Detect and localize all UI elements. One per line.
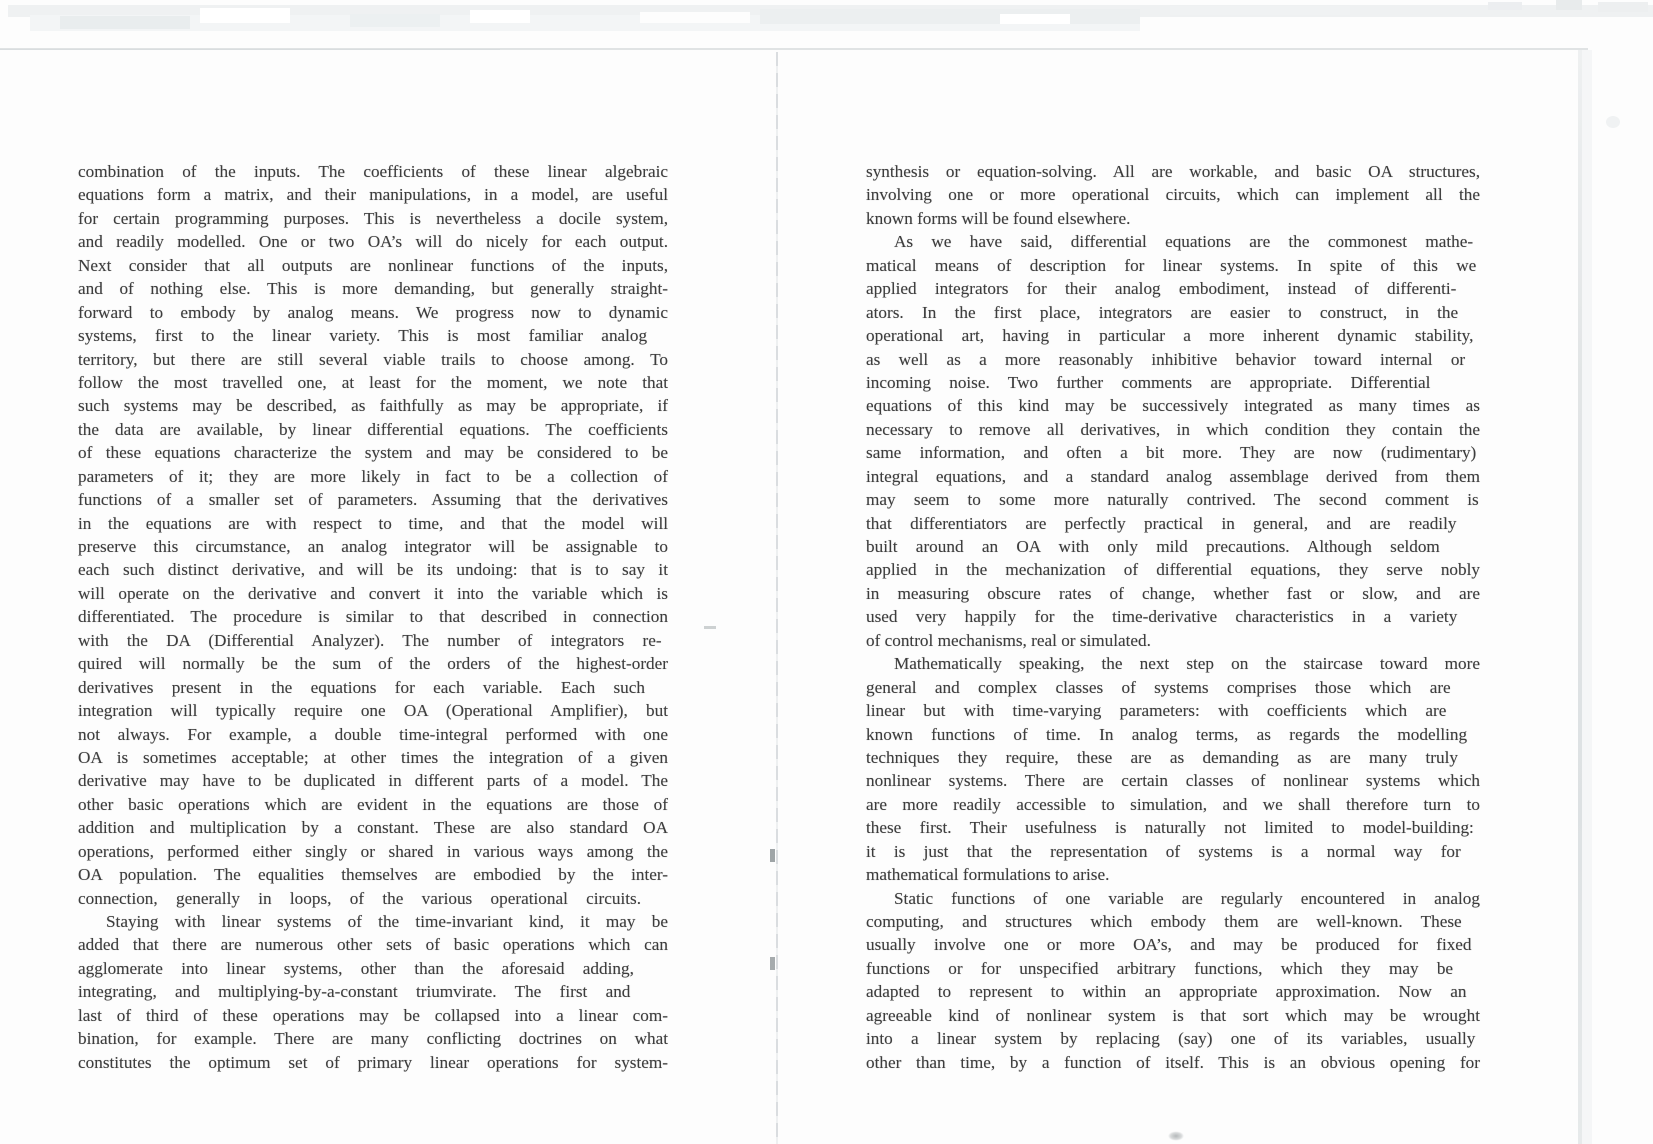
text-line: Mathematically speaking, the next step on the staircase toward more <box>894 654 1480 674</box>
text-line: these first. Their usefulness is naturally not limited to model-building: <box>866 818 1474 838</box>
text-line: quired will normally be the sum of the orders of the highest-order <box>78 654 668 674</box>
text-line: parameters of it; they are more likely in fact to be a collection of <box>78 466 668 486</box>
text-line: constitutes the optimum set of primary linear operations for system- <box>78 1052 668 1072</box>
text-line: known forms will be found elsewhere. <box>866 208 1131 228</box>
scan-artifact-gap <box>470 10 530 23</box>
text-line: not always. For example, a double time-integral performed with one <box>78 724 668 744</box>
gutter-fold-line <box>776 52 778 1144</box>
text-line: it is just that the representation of systems is a normal way for <box>866 841 1461 861</box>
text-line: Static functions of one variable are regularly encountered in analog <box>894 888 1480 908</box>
text-line: derivatives present in the equations for each variable. Each such <box>78 677 645 697</box>
text-line: may seem to some more naturally contrived. The second comment is <box>866 490 1479 510</box>
text-line: connection, generally in loops, of the various operational circuits. <box>78 888 642 908</box>
text-line: same information, and often a bit more. They are now (rudimentary) <box>866 443 1477 463</box>
gutter-tick <box>770 849 775 862</box>
text-line: usually involve one or more OA’s, and may be produced for fixed <box>866 935 1472 955</box>
text-line: applied integrators for their analog embodiment, instead of differenti- <box>866 279 1457 299</box>
scan-artifact-gap <box>1000 14 1070 24</box>
text-line: of control mechanisms, real or simulated. <box>866 630 1151 650</box>
margin-dash-mark <box>704 626 716 629</box>
text-line: differentiated. The procedure is similar to that described in connection <box>78 607 668 627</box>
scan-artifact-patch <box>350 14 440 27</box>
text-line: OA is sometimes acceptable; at other times the integration of a given <box>78 747 668 767</box>
text-line: incoming noise. Two further comments are appropriate. Differential <box>866 372 1431 392</box>
text-line: are more readily accessible to simulation, and we shall therefore turn to <box>866 794 1480 814</box>
text-line: used very happily for the time-derivative characteristics in a variety <box>866 607 1458 627</box>
text-line: operations, performed either singly or shared in various ways among the <box>78 841 668 861</box>
gutter-tick <box>770 957 775 970</box>
text-line: of these equations characterize the system and may be considered to be <box>78 443 668 463</box>
text-line: OA population. The equalities themselves are embodied by the inter- <box>78 865 668 885</box>
scan-artifact-top-right <box>1556 0 1582 10</box>
text-line: as well as a more reasonably inhibitive behavior toward internal or <box>866 349 1466 369</box>
text-line: each such distinct derivative, and will be its undoing: that is to say it <box>78 560 668 580</box>
text-line: forward to embody by analog means. We progress now to dynamic <box>78 302 668 322</box>
scan-artifact-patch <box>760 9 1140 24</box>
scan-artifact-top-right <box>1488 2 1522 10</box>
text-line: involving one or more operational circuits, which can implement all the <box>866 185 1480 205</box>
scan-artifact-top-right <box>1598 2 1648 12</box>
text-line: necessary to remove all derivatives, in which condition they contain the <box>866 419 1480 439</box>
text-line: ators. In the first place, integrators are easier to construct, in the <box>866 302 1459 322</box>
text-line: the data are available, by linear differential equations. The coefficients <box>78 419 668 439</box>
text-line: matical means of description for linear systems. In spite of this we <box>866 255 1477 275</box>
text-line: Staying with linear systems of the time-invariant kind, it may be <box>106 912 668 931</box>
text-line: in the equations are with respect to time, and that the model will <box>78 513 668 533</box>
text-line: functions of a smaller set of parameters. Assuming that the derivatives <box>78 490 668 510</box>
text-line: last of third of these operations may be collapsed into a linear com- <box>78 1005 668 1025</box>
text-line: equations form a matrix, and their manipulations, in a model, are useful <box>78 185 668 205</box>
text-line: functions or for unspecified arbitrary functions, which they may be <box>866 958 1454 978</box>
left-page-text <box>78 160 668 1074</box>
text-line: integrating, and multiplying-by-a-constant triumvirate. The first and <box>78 982 631 1002</box>
page-top-edge-line-dark <box>0 49 500 50</box>
text-line: addition and multiplication by a constant. These are also standard OA <box>78 818 668 838</box>
text-line: As we have said, differential equations are the commonest mathe- <box>894 232 1474 252</box>
text-line: will operate on the derivative and convert it into the variable which is <box>78 583 668 603</box>
text-line: derivative may have to be duplicated in different parts of a model. The <box>78 771 668 791</box>
text-line: such systems may be described, as faithfully as may be appropriate, if <box>78 396 668 416</box>
text-line: equations of this kind may be successively integrated as many times as <box>866 396 1480 416</box>
text-line: added that there are numerous other sets of basic operations which can <box>78 935 668 955</box>
text-line: linear but with time-varying parameters: with coefficients which are <box>866 701 1447 721</box>
text-line: with the DA (Differential Analyzer). The number of integrators re- <box>78 630 662 650</box>
text-line: integral equations, and a standard analog assemblage derived from them <box>866 466 1480 486</box>
text-line: for certain programming purposes. This is nevertheless a docile system, <box>78 208 668 228</box>
text-line: adapted to represent to within an appropriate approximation. Now an <box>866 982 1467 1002</box>
text-line: general and complex classes of systems comprises those which are <box>866 677 1451 697</box>
text-line: combination of the inputs. The coefficients of these linear algebraic <box>78 162 668 181</box>
right-page-edge-outer <box>1582 50 1592 1144</box>
scan-artifact-gap <box>200 8 290 23</box>
text-line: synthesis or equation-solving. All are workable, and basic OA structures, <box>866 162 1480 181</box>
text-line: and readily modelled. One or two OA’s will do nicely for each output. <box>78 232 668 252</box>
text-line: and of nothing else. This is more demanding, but generally straight- <box>78 279 668 299</box>
text-line: techniques they require, these are as demanding as are many truly <box>866 747 1458 767</box>
edge-dot-mark <box>1606 116 1620 128</box>
page-number-smudge <box>1166 1130 1186 1142</box>
text-line: other basic operations which are evident in the equations are those of <box>78 794 668 814</box>
text-line: agreeable kind of nonlinear system is that sort which may be wrought <box>866 1005 1480 1025</box>
text-line: systems, first to the linear variety. This is most familiar analog <box>78 326 648 346</box>
text-line: applied in the mechanization of differential equations, they serve nobly <box>866 560 1480 580</box>
text-line: agglomerate into linear systems, other than the aforesaid adding, <box>78 958 634 978</box>
text-line: that differentiators are perfectly practical in general, and are readily <box>866 513 1457 533</box>
text-line: nonlinear systems. There are certain classes of nonlinear systems which <box>866 771 1480 791</box>
text-line: mathematical formulations to arise. <box>866 865 1110 885</box>
text-line: in measuring obscure rates of change, whether fast or slow, and are <box>866 583 1480 603</box>
scan-artifact-patch <box>1170 6 1350 15</box>
scan-artifact-patch <box>60 16 190 29</box>
text-line: known functions of time. In analog terms, as regards the modelling <box>866 724 1468 744</box>
text-line: territory, but there are still several viable trails to choose among. To <box>78 349 668 369</box>
text-line: Next consider that all outputs are nonlinear functions of the inputs, <box>78 255 668 275</box>
text-line: other than time, by a function of itself. This is an obvious opening for <box>866 1052 1480 1072</box>
text-line: preserve this circumstance, an analog integrator will be assignable to <box>78 537 668 556</box>
text-line: integration will typically require one OA (Operational Amplifier), but <box>78 701 668 721</box>
text-line: follow the most travelled one, at least for the moment, we note that <box>78 372 668 392</box>
text-line: bination, for example. There are many conflicting doctrines on what <box>78 1029 668 1049</box>
text-line: computing, and structures which embody them are well-known. These <box>866 912 1462 931</box>
scan-artifact-gap <box>640 12 750 23</box>
right-page-text <box>866 160 1480 1074</box>
text-line: operational art, having in particular a more inherent dynamic stability, <box>866 326 1474 346</box>
text-line: built around an OA with only mild precautions. Although seldom <box>866 537 1440 556</box>
text-line: into a linear system by replacing (say) one of its variables, usually <box>866 1029 1476 1049</box>
